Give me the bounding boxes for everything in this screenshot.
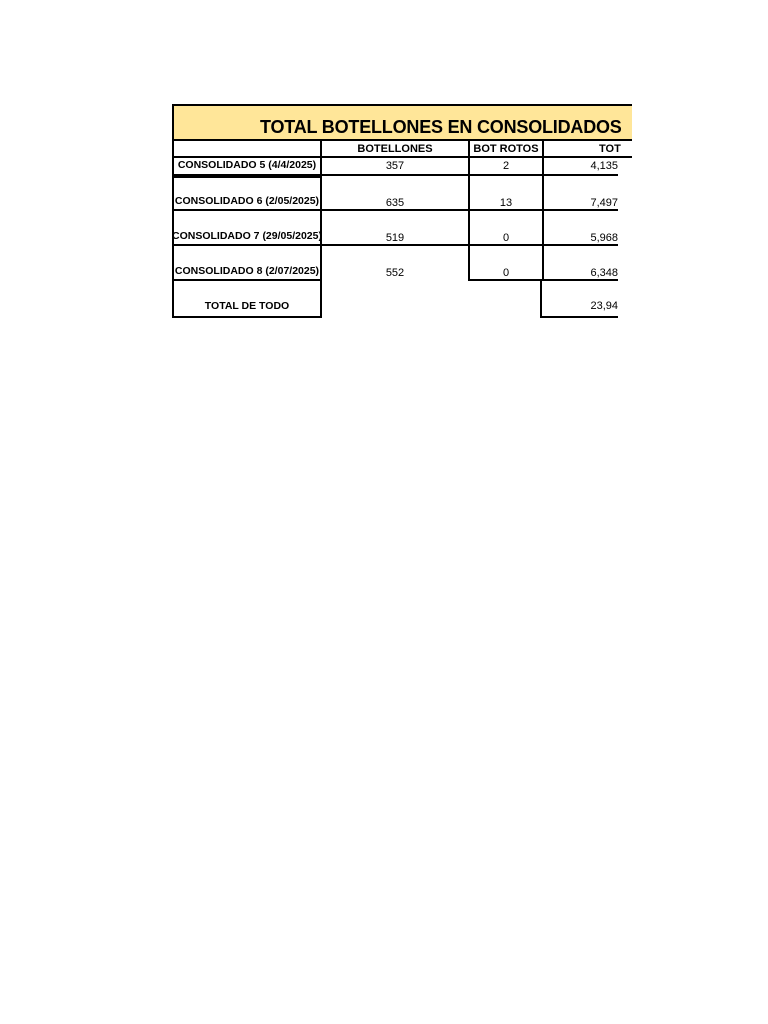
table-row-label: CONSOLIDADO 5 (4/4/2025): [172, 156, 320, 176]
row-divider: [468, 279, 542, 281]
table-row-botellones: 552: [320, 246, 468, 281]
table-row-botellones: 519: [320, 211, 468, 246]
table-row-total: 7,497: [542, 176, 618, 211]
table-row-bot-rotos: 2: [468, 156, 542, 176]
footer-total: 23,94: [540, 279, 618, 318]
table-title: TOTAL BOTELLONES EN CONSOLIDADOS: [260, 117, 622, 137]
header-bot-rotos: BOT ROTOS: [468, 139, 542, 158]
table-row-botellones: 357: [320, 156, 468, 176]
table-row-label: CONSOLIDADO 7 (29/05/2025): [172, 211, 320, 246]
table-row-total: 4,135: [542, 156, 618, 176]
table-row-label: CONSOLIDADO 8 (2/07/2025): [172, 246, 320, 281]
table-title-bar: [172, 104, 632, 139]
spreadsheet-table: [172, 104, 622, 318]
header-total: TOT: [542, 139, 632, 158]
table-row-botellones: 635: [320, 176, 468, 211]
footer-label: TOTAL DE TODO: [172, 281, 322, 318]
header-botellones: BOTELLONES: [320, 139, 468, 158]
table-row-bot-rotos: 13: [468, 176, 542, 211]
table-row-total: 5,968: [542, 211, 618, 246]
table-row-bot-rotos: 0: [468, 211, 542, 246]
table-row-label: CONSOLIDADO 6 (2/05/2025): [172, 176, 320, 211]
table-row-total: 6,348: [542, 246, 618, 281]
table-row-bot-rotos: 0: [468, 246, 542, 281]
